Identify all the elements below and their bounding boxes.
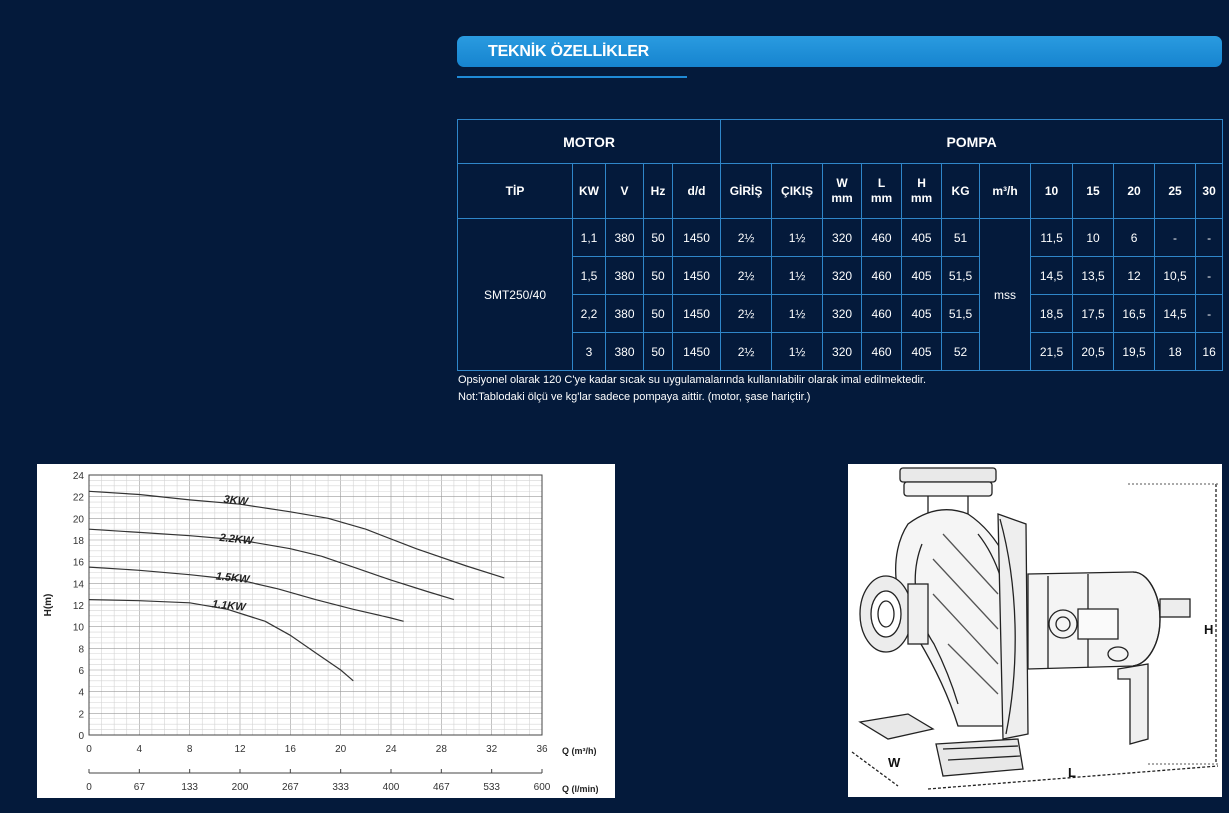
table-cell: 10,5 bbox=[1155, 257, 1196, 295]
dim-l-label: L bbox=[1068, 765, 1076, 780]
table-cell: 11,5 bbox=[1031, 219, 1073, 257]
table-cell: 460 bbox=[862, 257, 902, 295]
notes bbox=[458, 372, 926, 406]
table-cell: 380 bbox=[606, 333, 644, 371]
series-label: 2.2KW bbox=[218, 531, 254, 548]
y-axis-label: H(m) bbox=[43, 593, 54, 617]
table-cell: 19,5 bbox=[1114, 333, 1155, 371]
column-header-text: KW bbox=[579, 183, 599, 198]
table-cell: - bbox=[1196, 257, 1223, 295]
unit-cell: mss bbox=[980, 219, 1031, 371]
y-tick-label: 6 bbox=[78, 666, 84, 677]
column-header bbox=[1031, 164, 1073, 219]
table-cell: 405 bbox=[902, 219, 942, 257]
column-header bbox=[772, 164, 823, 219]
column-header bbox=[980, 164, 1031, 219]
x-tick-label: 16 bbox=[284, 744, 296, 755]
column-header bbox=[721, 164, 772, 219]
table-cell: 460 bbox=[862, 295, 902, 333]
table-cell: - bbox=[1196, 219, 1223, 257]
column-header-text: KG bbox=[951, 183, 970, 198]
table-cell: 14,5 bbox=[1155, 295, 1196, 333]
y-tick-label: 16 bbox=[72, 557, 84, 569]
table-cell: 405 bbox=[902, 257, 942, 295]
column-header bbox=[862, 164, 902, 219]
series-label: 1.5KW bbox=[215, 570, 250, 586]
table-cell: 405 bbox=[902, 295, 942, 333]
y-tick-label: 20 bbox=[72, 514, 84, 526]
column-header-text: m³/h bbox=[992, 183, 1018, 198]
table-cell: - bbox=[1196, 295, 1223, 333]
column-header-text: GİRİŞ bbox=[729, 183, 763, 198]
table-cell: 50 bbox=[644, 295, 673, 333]
column-header-text: 10 bbox=[1044, 183, 1059, 198]
column-header bbox=[673, 164, 721, 219]
type-cell: SMT250/40 bbox=[458, 219, 573, 371]
x2-tick-label: 67 bbox=[133, 782, 145, 793]
column-header-text: d/d bbox=[687, 183, 706, 198]
x2-tick-label: 133 bbox=[181, 782, 199, 793]
table-cell: 3 bbox=[573, 333, 606, 371]
table-cell: 2½ bbox=[721, 219, 772, 257]
table-cell: 13,5 bbox=[1073, 257, 1114, 295]
dim-h-label: H bbox=[1204, 622, 1214, 637]
table-cell: 380 bbox=[606, 219, 644, 257]
column-header bbox=[458, 164, 573, 219]
y-tick-label: 14 bbox=[72, 579, 84, 591]
table-cell: 460 bbox=[862, 333, 902, 371]
table-cell: 18 bbox=[1155, 333, 1196, 371]
x2-tick-label: 533 bbox=[483, 782, 501, 793]
column-header bbox=[1073, 164, 1114, 219]
table-cell: 2½ bbox=[721, 295, 772, 333]
column-header bbox=[1196, 164, 1223, 219]
table-cell: 50 bbox=[644, 333, 673, 371]
table-cell: 1½ bbox=[772, 333, 823, 371]
x-tick-label: 8 bbox=[186, 744, 193, 755]
column-header-text: W bbox=[836, 176, 848, 190]
column-header-text: 30 bbox=[1202, 183, 1216, 198]
table-cell: 18,5 bbox=[1031, 295, 1073, 333]
x2-tick-label: 400 bbox=[382, 782, 400, 793]
table-cell: 20,5 bbox=[1073, 333, 1114, 371]
x-tick-label: 4 bbox=[136, 744, 143, 755]
table-cell: 17,5 bbox=[1073, 295, 1114, 333]
column-header-text: ÇIKIŞ bbox=[781, 183, 814, 198]
table-cell: 2,2 bbox=[573, 295, 606, 333]
column-header-text: 20 bbox=[1127, 183, 1141, 198]
note-line: Not:Tablodaki ölçü ve kg'lar sadece pompaya aittir. (motor, şase hariçtir.) bbox=[458, 391, 811, 403]
dim-w-label: W bbox=[888, 755, 901, 770]
y-tick-label: 22 bbox=[72, 492, 84, 504]
table-cell: 320 bbox=[823, 219, 862, 257]
performance-chart bbox=[37, 464, 615, 798]
table-cell: 16,5 bbox=[1114, 295, 1155, 333]
y-tick-label: 10 bbox=[72, 622, 84, 634]
x-axis-label: Q (m³/h) bbox=[562, 746, 597, 756]
table-cell: 50 bbox=[644, 257, 673, 295]
column-header bbox=[573, 164, 606, 219]
table-cell: 1½ bbox=[772, 219, 823, 257]
table-cell: 14,5 bbox=[1031, 257, 1073, 295]
table-cell: 1450 bbox=[673, 219, 721, 257]
table-cell: 1450 bbox=[673, 333, 721, 371]
table-cell: 51 bbox=[942, 219, 980, 257]
column-header-text: mm bbox=[870, 191, 893, 205]
column-header bbox=[1155, 164, 1196, 219]
section-title: TEKNİK ÖZELLİKLER bbox=[488, 43, 650, 60]
table-cell: 380 bbox=[606, 295, 644, 333]
table-cell: 1½ bbox=[772, 257, 823, 295]
table-cell: 320 bbox=[823, 257, 862, 295]
table-cell: 1450 bbox=[673, 257, 721, 295]
section-header-bar bbox=[457, 36, 1222, 67]
x2-tick-label: 200 bbox=[231, 782, 249, 793]
table-cell: 380 bbox=[606, 257, 644, 295]
table-cell: 21,5 bbox=[1031, 333, 1073, 371]
x2-tick-label: 600 bbox=[533, 782, 551, 793]
column-header bbox=[644, 164, 673, 219]
series-label: 1.1KW bbox=[211, 598, 247, 614]
y-tick-label: 2 bbox=[78, 709, 84, 721]
series-label: 3KW bbox=[222, 493, 249, 509]
y-tick-label: 8 bbox=[78, 644, 84, 656]
y-tick-label: 12 bbox=[72, 601, 84, 612]
table-cell: 405 bbox=[902, 333, 942, 371]
column-header bbox=[942, 164, 980, 219]
table-cell: 1450 bbox=[673, 295, 721, 333]
column-header bbox=[606, 164, 644, 219]
pump-group-header: POMPA bbox=[721, 120, 1223, 164]
x-tick-label: 12 bbox=[234, 744, 246, 755]
table-cell: 51,5 bbox=[942, 257, 980, 295]
y-tick-label: 18 bbox=[72, 536, 84, 547]
table-cell: 50 bbox=[644, 219, 673, 257]
x2-tick-label: 267 bbox=[281, 782, 299, 793]
y-tick-label: 24 bbox=[72, 471, 84, 482]
table-cell: 320 bbox=[823, 333, 862, 371]
table-cell: 1,1 bbox=[573, 219, 606, 257]
x-tick-label: 20 bbox=[335, 744, 347, 755]
table-cell: 6 bbox=[1114, 219, 1155, 257]
column-header-text: V bbox=[620, 183, 629, 198]
table-cell: 10 bbox=[1073, 219, 1114, 257]
x-tick-label: 24 bbox=[385, 744, 397, 755]
x2-tick-label: 467 bbox=[432, 782, 450, 793]
x2-tick-label: 333 bbox=[332, 782, 350, 793]
column-header-text: mm bbox=[910, 191, 933, 205]
column-header-text: L bbox=[877, 176, 886, 190]
table-cell: 1½ bbox=[772, 295, 823, 333]
x-tick-label: 36 bbox=[536, 744, 548, 755]
motor-group-header: MOTOR bbox=[458, 120, 721, 164]
column-header-text: TİP bbox=[505, 183, 525, 198]
table-cell: - bbox=[1155, 219, 1196, 257]
column-header-text: H bbox=[917, 176, 926, 190]
column-header bbox=[823, 164, 862, 219]
table-cell: 2½ bbox=[721, 333, 772, 371]
x-tick-label: 28 bbox=[435, 744, 447, 755]
column-header-text: 15 bbox=[1086, 183, 1100, 198]
y-tick-label: 4 bbox=[78, 687, 84, 699]
column-header-text: mm bbox=[831, 191, 853, 205]
pump-drawing-svg bbox=[848, 464, 1222, 797]
x2-tick-label: 0 bbox=[86, 782, 92, 793]
column-header bbox=[1114, 164, 1155, 219]
table-cell: 460 bbox=[862, 219, 902, 257]
column-header-text: Hz bbox=[650, 183, 666, 198]
x-tick-label: 0 bbox=[86, 744, 92, 755]
table-cell: 1,5 bbox=[573, 257, 606, 295]
spec-table bbox=[457, 119, 1223, 371]
x-tick-label: 32 bbox=[486, 744, 498, 755]
section-underline bbox=[457, 76, 687, 78]
series-line bbox=[89, 600, 353, 681]
x2-axis-label: Q (l/min) bbox=[562, 784, 599, 794]
y-tick-label: 0 bbox=[78, 731, 84, 742]
performance-chart-svg bbox=[37, 464, 615, 798]
column-header-text: 25 bbox=[1168, 183, 1182, 198]
pump-drawing bbox=[848, 464, 1222, 797]
note-line: Opsiyonel olarak 120 C'ye kadar sıcak su uygulamalarında kullanılabilir olarak imal edilmektedir. bbox=[458, 374, 926, 386]
column-header bbox=[902, 164, 942, 219]
table-cell: 2½ bbox=[721, 257, 772, 295]
table-cell: 12 bbox=[1114, 257, 1155, 295]
table-cell: 52 bbox=[942, 333, 980, 371]
table-cell: 320 bbox=[823, 295, 862, 333]
table-cell: 51,5 bbox=[942, 295, 980, 333]
table-cell: 16 bbox=[1196, 333, 1223, 371]
